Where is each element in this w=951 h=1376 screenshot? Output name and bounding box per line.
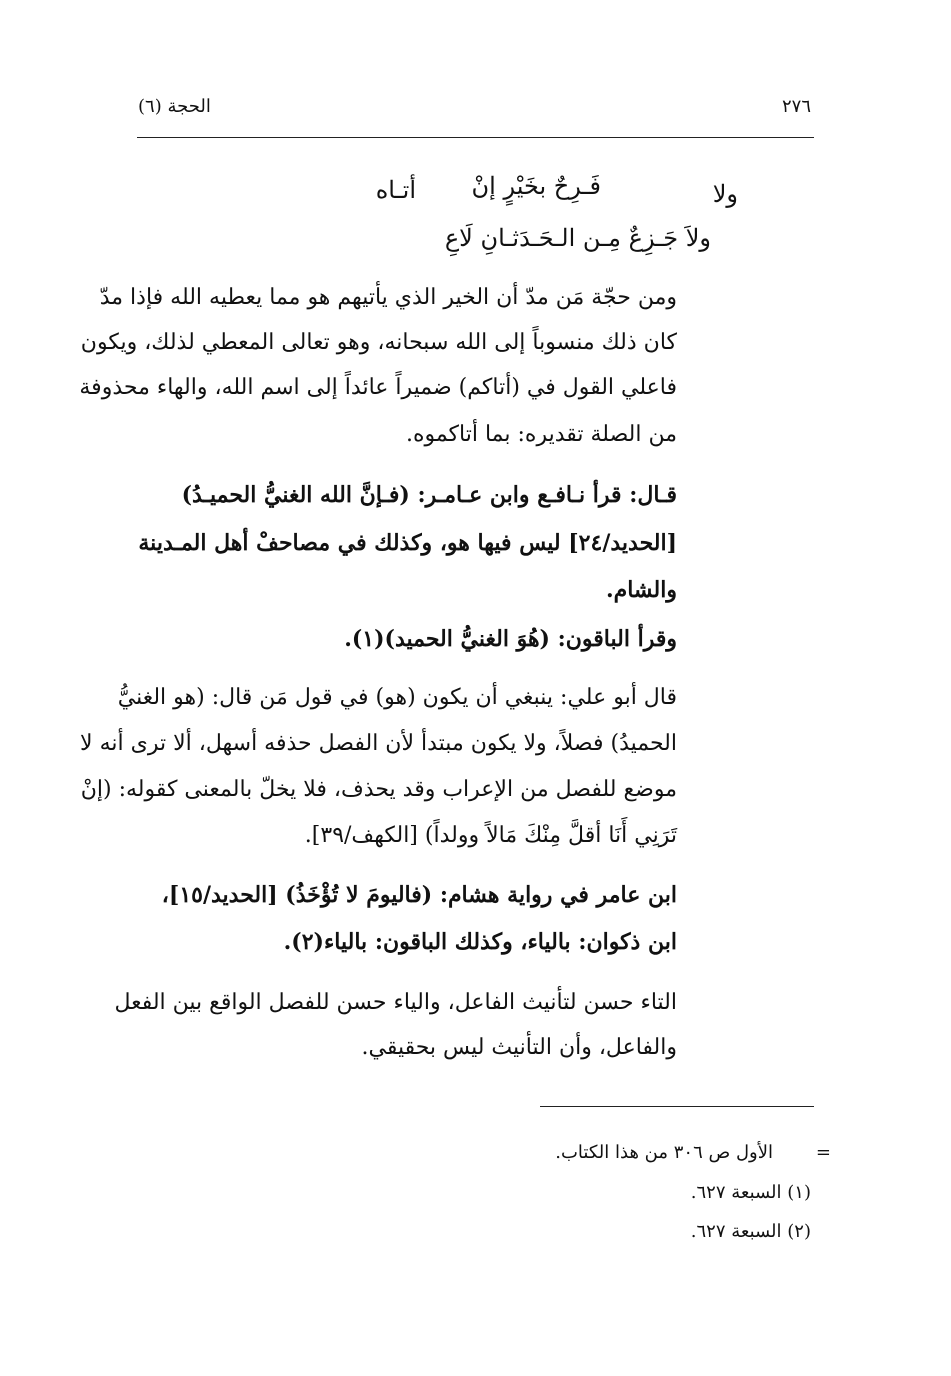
verse-line1-part1: ولا (712, 180, 738, 208)
text-line: قال أبو علي: ينبغي أن يكون (هو) في قول مَن قال: (هو الغنيُّ (117, 685, 677, 710)
text-line: ابن عامر في رواية هشام: (فاليومَ لا تُؤْخَذُ) [الحديد/١٥]، (161, 882, 677, 908)
text-line: من الصلة تقديره: بما أتاكموه. (405, 422, 677, 447)
footnote-continuation-mark: = (815, 1142, 831, 1163)
text-line: التاء حسن لتأنيث الفاعل، والياء حسن للفصل الواقع بين الفعل (114, 990, 677, 1015)
text-line: قـال: قرأ نـافـع وابن عـامـر: (فـإنَّ الله الغنيُّ الحميـدُ) (181, 482, 677, 508)
text-line: كان ذلك منسوباً إلى الله سبحانه، وهو تعالى المعطي لذلك، ويكون (80, 330, 677, 355)
text-line: الحميدُ) فصلاً، ولا يكون مبتدأ لأن الفصل حذفه أسهل، ألا ترى أنه لا (80, 731, 677, 756)
text-line: [الحديد/٢٤] ليس فيها هو، وكذلك في مصاحفْ أهل المـدينة (138, 530, 677, 556)
verse-line1-part2: فَـرِحٌ بخَيْرٍ إنْ (471, 172, 601, 200)
text-line: موضع للفصل من الإعراب وقد يحذف، فلا يخلّ بالمعنى كقوله: (إنْ (80, 777, 677, 802)
text-line: والشام. (605, 577, 677, 603)
text-line: وقرأ الباقون: (هُوَ الغنيُّ الحميد)(١). (344, 626, 677, 652)
text-line: فاعلي القول في (أتاكم) ضميراً عائداً إلى اسم الله، والهاء محذوفة (79, 375, 677, 400)
text-line: والفاعل، وأن التأنيث ليس بحقيقي. (361, 1035, 677, 1060)
footnote-divider (540, 1106, 814, 1107)
header-divider (137, 137, 814, 138)
text-line: ابن ذكوان: بالياء، وكذلك الباقون: بالياء(٢). (283, 929, 677, 955)
verse-line2: ولاَ جَـزِعٌ مِـن الـحَـدَثـانِ لَاعِ (444, 224, 711, 252)
footnote-1: (١) السبعة ٦٢٧. (690, 1182, 811, 1203)
text-line: تَرَنِي أَنَا أقلَّ مِنْكَ مَالاً وولداً) [الكهف/٣٩]. (304, 823, 677, 848)
footnote-continuation: الأول ص ٣٠٦ من هذا الكتاب. (555, 1142, 773, 1163)
verse-line1-part3: أتـاه (375, 176, 416, 204)
text-line: ومن حجّة مَن مدّ أن الخير الذي يأتيهم هو مما يعطيه الله فإذا مدّ (99, 285, 677, 310)
footnote-2: (٢) السبعة ٦٢٧. (690, 1221, 811, 1242)
running-title: الحجة (٦) (138, 96, 211, 117)
page-number: ٢٧٦ (781, 96, 811, 117)
